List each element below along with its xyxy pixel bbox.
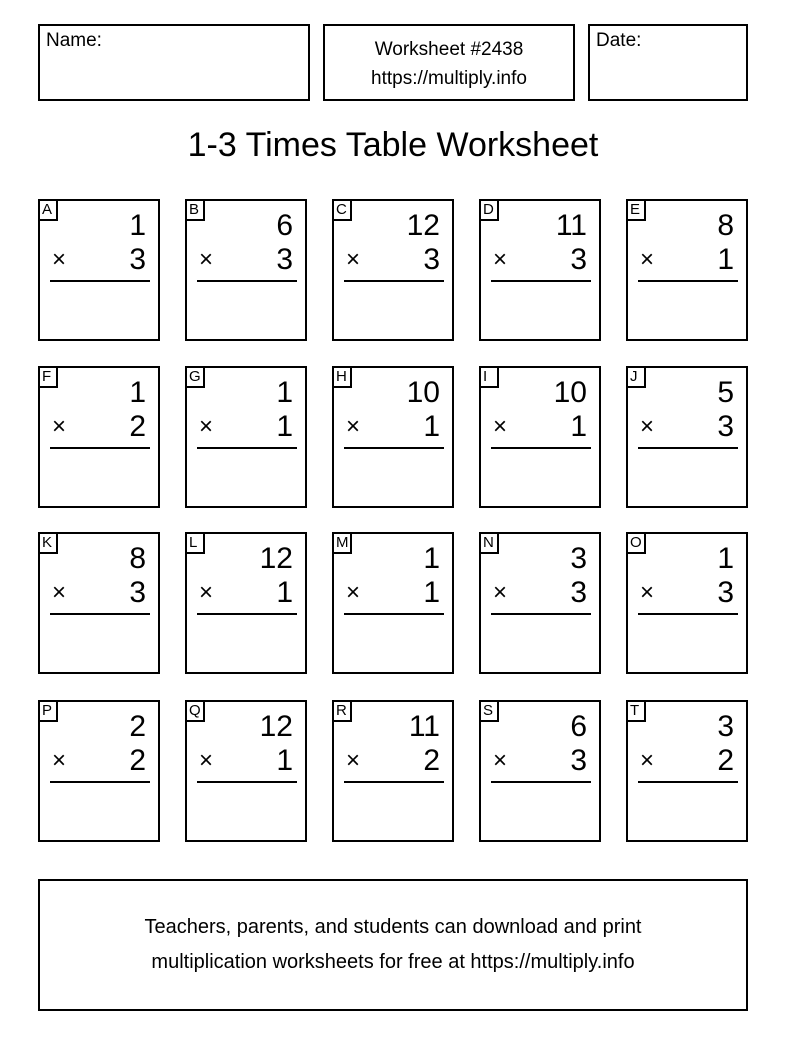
problem-card xyxy=(626,532,748,674)
multiplicand: 1 xyxy=(129,209,146,242)
multiplicand: 11 xyxy=(408,710,440,743)
times-sign: × xyxy=(640,579,655,606)
problem-letter: L xyxy=(185,532,205,554)
multiplier: 3 xyxy=(717,410,734,443)
multiplier: 1 xyxy=(570,410,587,443)
answer-line xyxy=(50,280,150,282)
problem-letter: O xyxy=(626,532,646,554)
multiplier: 1 xyxy=(276,410,293,443)
problem-letter: K xyxy=(38,532,58,554)
answer-line xyxy=(50,781,150,783)
problem-letter: F xyxy=(38,366,58,388)
times-sign: × xyxy=(52,413,67,440)
answer-line xyxy=(638,613,738,615)
multiplicand: 3 xyxy=(570,542,587,575)
multiplicand: 1 xyxy=(276,376,293,409)
answer-line xyxy=(197,613,297,615)
times-sign: × xyxy=(346,579,361,606)
multiplier: 1 xyxy=(423,576,440,609)
multiplicand: 8 xyxy=(129,542,146,575)
problem-card xyxy=(332,199,454,341)
multiplicand: 12 xyxy=(406,209,440,242)
multiplicand: 5 xyxy=(717,376,734,409)
problem-letter: E xyxy=(626,199,646,221)
problem-card xyxy=(479,532,601,674)
multiplicand: 8 xyxy=(717,209,734,242)
problem-letter: S xyxy=(479,700,499,722)
multiplicand: 1 xyxy=(717,542,734,575)
footer-line-2: multiplication worksheets for free at https://multiply.info xyxy=(151,951,635,973)
multiplicand: 12 xyxy=(259,710,293,743)
worksheet-url: https://multiply.info xyxy=(371,68,527,89)
multiplier: 3 xyxy=(276,243,293,276)
name-box xyxy=(38,24,310,101)
problem-letter: R xyxy=(332,700,352,722)
problem-letter: N xyxy=(479,532,499,554)
multiplier: 3 xyxy=(717,576,734,609)
multiplicand: 10 xyxy=(553,376,587,409)
answer-line xyxy=(197,781,297,783)
problem-letter: P xyxy=(38,700,58,722)
multiplier: 2 xyxy=(423,744,440,777)
times-sign: × xyxy=(199,413,214,440)
multiplier: 3 xyxy=(129,576,146,609)
multiplier: 2 xyxy=(129,410,146,443)
multiplier: 1 xyxy=(276,744,293,777)
multiplicand: 6 xyxy=(276,209,293,242)
problem-letter: J xyxy=(626,366,646,388)
times-sign: × xyxy=(199,246,214,273)
answer-line xyxy=(491,781,591,783)
answer-line xyxy=(197,280,297,282)
problem-card xyxy=(185,532,307,674)
date-label: Date: xyxy=(596,30,642,51)
times-sign: × xyxy=(640,747,655,774)
problem-card xyxy=(332,532,454,674)
times-sign: × xyxy=(346,747,361,774)
problem-card xyxy=(626,199,748,341)
problem-letter: Q xyxy=(185,700,205,722)
times-sign: × xyxy=(52,246,67,273)
answer-line xyxy=(344,280,444,282)
answer-line xyxy=(344,613,444,615)
multiplicand: 2 xyxy=(129,710,146,743)
multiplier: 3 xyxy=(423,243,440,276)
times-sign: × xyxy=(493,747,508,774)
problem-card xyxy=(479,700,601,842)
worksheet-info-box xyxy=(323,24,575,101)
multiplier: 2 xyxy=(717,744,734,777)
multiplier: 3 xyxy=(570,243,587,276)
problem-card xyxy=(332,700,454,842)
multiplier: 3 xyxy=(570,576,587,609)
problem-card xyxy=(38,700,160,842)
multiplier: 1 xyxy=(276,576,293,609)
name-label: Name: xyxy=(46,30,102,51)
times-sign: × xyxy=(640,413,655,440)
answer-line xyxy=(491,447,591,449)
problem-card xyxy=(38,532,160,674)
answer-line xyxy=(491,613,591,615)
answer-line xyxy=(50,447,150,449)
problem-letter: I xyxy=(479,366,499,388)
problem-card xyxy=(626,366,748,508)
problem-card xyxy=(185,199,307,341)
problem-card xyxy=(626,700,748,842)
multiplicand: 11 xyxy=(555,209,587,242)
answer-line xyxy=(344,781,444,783)
problem-card xyxy=(332,366,454,508)
multiplicand: 1 xyxy=(129,376,146,409)
times-sign: × xyxy=(640,246,655,273)
answer-line xyxy=(638,280,738,282)
problem-letter: H xyxy=(332,366,352,388)
problem-card xyxy=(38,366,160,508)
multiplier: 1 xyxy=(717,243,734,276)
problem-letter: T xyxy=(626,700,646,722)
answer-line xyxy=(344,447,444,449)
times-sign: × xyxy=(493,413,508,440)
problem-letter: M xyxy=(332,532,352,554)
problem-card xyxy=(185,700,307,842)
multiplicand: 10 xyxy=(406,376,440,409)
times-sign: × xyxy=(199,579,214,606)
multiplier: 1 xyxy=(423,410,440,443)
times-sign: × xyxy=(52,747,67,774)
answer-line xyxy=(491,280,591,282)
answer-line xyxy=(638,447,738,449)
problem-letter: G xyxy=(185,366,205,388)
times-sign: × xyxy=(346,413,361,440)
times-sign: × xyxy=(346,246,361,273)
problem-card xyxy=(479,366,601,508)
answer-line xyxy=(197,447,297,449)
multiplier: 3 xyxy=(129,243,146,276)
multiplicand: 3 xyxy=(717,710,734,743)
problem-card xyxy=(185,366,307,508)
problem-card xyxy=(38,199,160,341)
problem-letter: D xyxy=(479,199,499,221)
times-sign: × xyxy=(52,579,67,606)
times-sign: × xyxy=(493,246,508,273)
problem-letter: B xyxy=(185,199,205,221)
page-title: 1-3 Times Table Worksheet xyxy=(187,126,599,164)
footer-box xyxy=(38,879,748,1011)
answer-line xyxy=(50,613,150,615)
multiplicand: 12 xyxy=(259,542,293,575)
date-box xyxy=(588,24,748,101)
times-sign: × xyxy=(199,747,214,774)
multiplicand: 1 xyxy=(423,542,440,575)
multiplier: 2 xyxy=(129,744,146,777)
problem-card xyxy=(479,199,601,341)
worksheet-id: Worksheet #2438 xyxy=(374,39,524,60)
multiplicand: 6 xyxy=(570,710,587,743)
times-sign: × xyxy=(493,579,508,606)
problem-letter: C xyxy=(332,199,352,221)
multiplier: 3 xyxy=(570,744,587,777)
answer-line xyxy=(638,781,738,783)
problem-letter: A xyxy=(38,199,58,221)
footer-line-1: Teachers, parents, and students can download and print xyxy=(144,916,642,938)
